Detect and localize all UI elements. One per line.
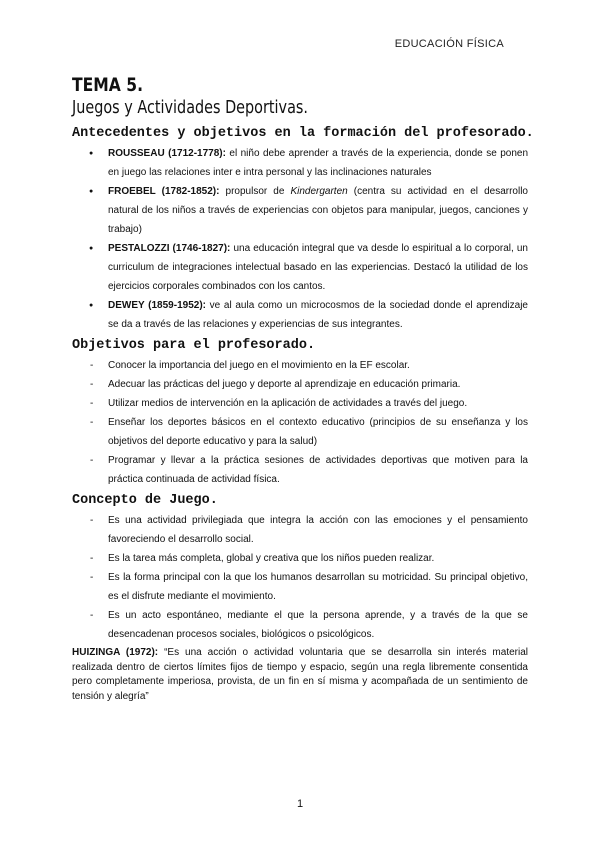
- author-name: ROUSSEAU (1712-1778):: [108, 148, 226, 159]
- section-heading-concepto: Concepto de Juego.: [72, 493, 218, 508]
- list-item: - Es la tarea más completa, global y creativa que los niños pueden realizar.: [72, 549, 528, 568]
- item-text: propulsor de: [219, 186, 291, 197]
- huizinga-quote: [72, 646, 528, 704]
- author-name: PESTALOZZI (1746-1827):: [108, 243, 231, 254]
- list-item: - Es la forma principal con la que los humanos desarrollan su motricidad. Su principal objetivo, es el disfrute mediante el movimiento.: [72, 568, 528, 606]
- list-item: - Utilizar medios de intervención en la aplicación de actividades a través del juego.: [72, 394, 528, 413]
- quote-text: “Es una acción o actividad voluntaria que se desarrolla sin interés material realizada dentro de ciertos límites fijos de tiempo y espacio, según una regla libremente consentida pero completamente imperiosa, provista, de un fin en sí misma y acompañada de un sentimiento de tensión y alegría”: [72, 647, 529, 702]
- section-heading-objetivos: Objetivos para el profesorado.: [72, 338, 316, 353]
- page-number: 1: [296, 798, 304, 810]
- list-item: - Programar y llevar a la práctica sesiones de actividades deportivas que motiven para la práctica continuada de actividad física.: [72, 451, 528, 489]
- list-item: - Adecuar las prácticas del juego y deporte al aprendizaje en educación primaria.: [72, 375, 528, 394]
- item-emphasis: Kindergarten: [290, 186, 348, 197]
- antecedentes-list: [72, 144, 528, 334]
- author-name: FROEBEL (1782-1852):: [108, 186, 220, 197]
- quote-author: HUIZINGA (1972):: [72, 647, 159, 658]
- list-item: [72, 239, 528, 296]
- list-item: - Es una actividad privilegiada que integra la acción con las emociones y el pensamiento favoreciendo el desarrollo social.: [72, 511, 528, 549]
- item-text: el niño debe aprender a través de la experiencia, donde se ponen en juego las relaciones inter e intra personal y las inclinaciones naturales: [108, 148, 529, 178]
- objetivos-list: [72, 356, 528, 489]
- section-heading-antecedentes: Antecedentes y objetivos en la formación del profesorado.: [72, 126, 534, 141]
- topic-number: TEMA 5.: [72, 74, 144, 96]
- item-text: ve al aula como un microcosmos de la sociedad donde el aprendizaje se da a través de las relaciones y experiencias de sus integrantes.: [108, 300, 528, 330]
- list-item: [72, 182, 528, 239]
- item-text: una educación integral que va desde lo espiritual a lo corporal, un curriculum de integraciones intelectual basado en las experiencias. Destacó la utilidad de los ejercicios corporales combinados con los cantos.: [108, 243, 528, 292]
- document-body: [72, 74, 534, 714]
- list-item: - Enseñar los deportes básicos en el contexto educativo (principios de su enseñanza y los objetivos del deporte educativo y para la salud): [72, 413, 528, 451]
- author-name: DEWEY (1859-1952):: [108, 300, 206, 311]
- list-item: [72, 144, 528, 182]
- topic-title: Juegos y Actividades Deportivas.: [72, 97, 308, 118]
- list-item: - Es un acto espontáneo, mediante el que la persona aprende, y a través de la que se desencadenan procesos sociales, biológicos o psicológicos.: [72, 606, 528, 644]
- item-text-continued: (centra su actividad en el desarrollo natural de los niños a través de experiencias con objetos para manipular, juegos, canciones y trabajo): [108, 186, 528, 235]
- concepto-list: [72, 511, 528, 644]
- list-item: [72, 296, 528, 334]
- page-header: EDUCACIÓN FÍSICA: [394, 38, 504, 50]
- list-item: - Conocer la importancia del juego en el movimiento en la EF escolar.: [72, 356, 528, 375]
